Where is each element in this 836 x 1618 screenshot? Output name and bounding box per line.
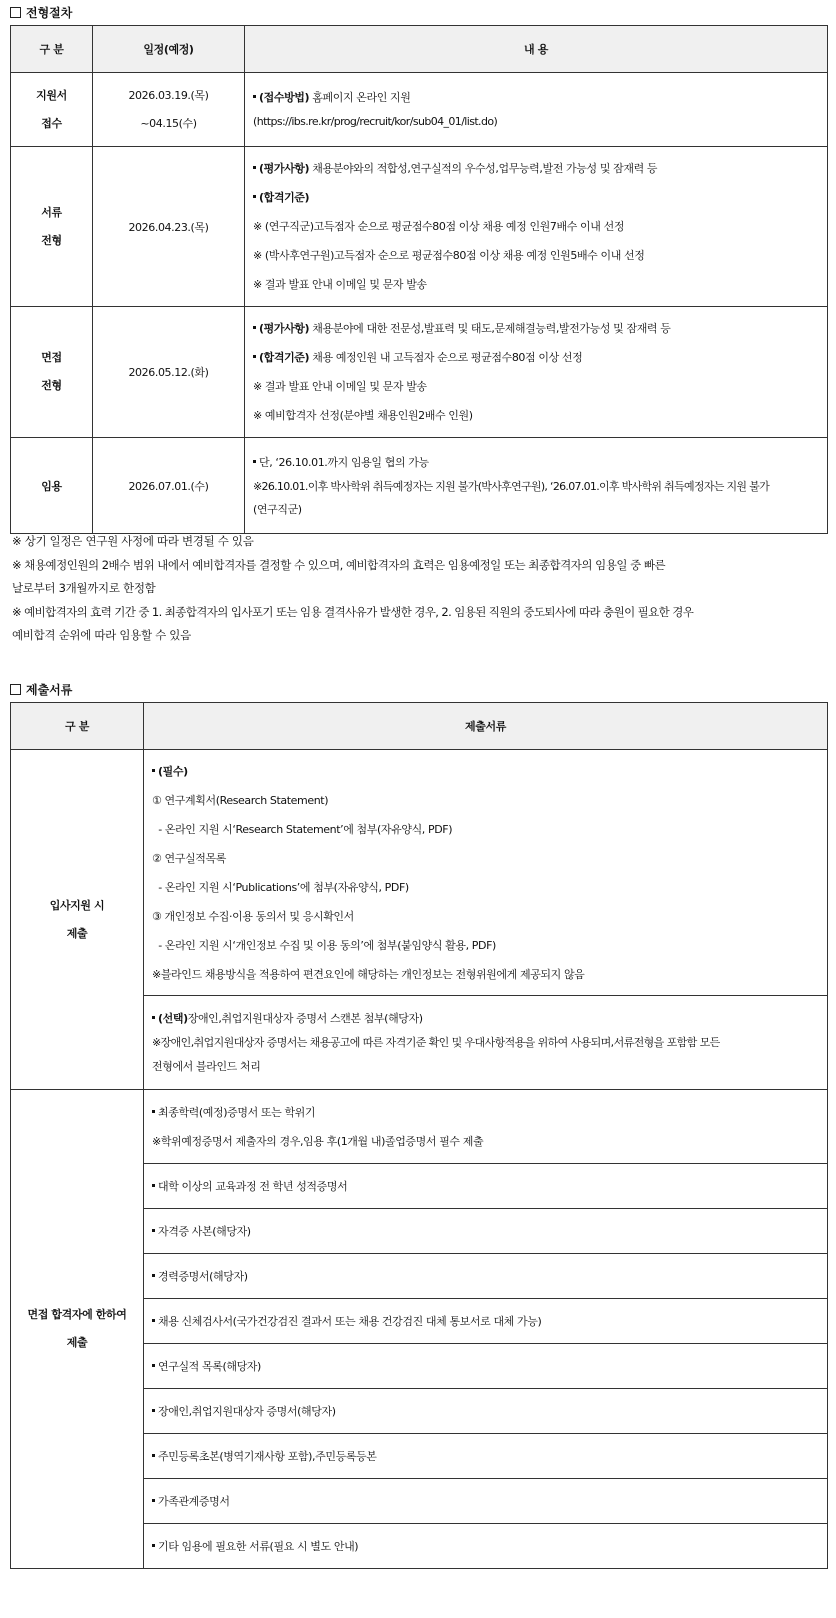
- list-item: ① 연구계획서(Research Statement): [152, 793, 329, 807]
- bullet-icon: [152, 1319, 155, 1322]
- group-label-application: 입사지원 시 제출: [11, 750, 144, 1090]
- list-item: - 온라인 지원 시‘Research Statement’에 첨부(자유양식, PDF): [152, 822, 453, 836]
- note-line: ※ 결과 발표 안내 이메일 및 문자 발송: [253, 380, 427, 393]
- note-line: (연구직군): [253, 502, 302, 516]
- bullet-icon: [253, 166, 256, 169]
- row-date: 2026.03.19.(목) ~04.15(수): [93, 73, 245, 147]
- bullet-icon: [253, 95, 256, 98]
- section-title-procedure: 전형절차: [10, 4, 72, 21]
- note-line: ※ 상기 일정은 연구원 사정에 따라 변경될 수 있음: [12, 534, 254, 548]
- list-item: - 온라인 지원 시‘개인정보 수집 및 이용 동의’에 첨부(붙임양식 활용, PDF): [152, 938, 496, 952]
- list-item: ② 연구실적목록: [152, 851, 226, 865]
- table-row-apply: [11, 73, 828, 147]
- bullet-icon: [152, 1409, 155, 1412]
- row-date: 2026.07.01.(수): [93, 438, 245, 534]
- table-header-row: [11, 703, 828, 750]
- list-item: (합격기준): [253, 183, 819, 212]
- list-item: (합격기준) 채용 예정인원 내 고득점자 순으로 평균점수80점 이상 선정: [253, 343, 819, 372]
- table-row-interview: [11, 307, 828, 438]
- list-item: (평가사항) 채용분야에 대한 전문성,발표력 및 태도,문제해결능력,발전가능성 및 잠재력 등: [253, 314, 819, 343]
- list-item: 장애인,취업지원대상자 증명서(해당자): [144, 1389, 828, 1434]
- table-row: [11, 1090, 828, 1164]
- table-header-row: [11, 26, 828, 73]
- note-line: ※ (박사후연구원)고득점자 순으로 평균점수80점 이상 채용 예정 인원5배수 이내 선정: [253, 249, 645, 262]
- list-item: 연구실적 목록(해당자): [144, 1344, 828, 1389]
- row-date: 2026.05.12.(화): [93, 307, 245, 438]
- list-item: ③ 개인정보 수집·이용 동의서 및 응시확인서: [152, 909, 354, 923]
- checkbox-square-icon: [10, 684, 21, 695]
- bullet-icon: [152, 1110, 155, 1113]
- list-item: 가족관계증명서: [144, 1479, 828, 1524]
- bullet-icon: [152, 1274, 155, 1277]
- list-item: 자격증 사본(해당자): [144, 1209, 828, 1254]
- bullet-icon: [152, 1364, 155, 1367]
- row-content: [245, 438, 828, 534]
- note-line: 전형에서 블라인드 처리: [152, 1059, 261, 1073]
- row-label: 면접 전형: [11, 307, 93, 438]
- note-line: ※ 예비합격자의 효력 기간 중 1. 최종합격자의 입사포기 또는 임용 결격사유가 발생한 경우, 2. 임용된 직원의 중도퇴사에 따라 충원이 필요한 경우: [12, 604, 694, 619]
- row-date: 2026.04.23.(목): [93, 147, 245, 307]
- header-documents: 제출서류: [144, 703, 828, 750]
- list-item: 채용 신체검사서(국가건강검진 결과서 또는 채용 건강검진 대체 통보서로 대체 가능): [144, 1299, 828, 1344]
- optional-documents: [144, 996, 828, 1090]
- bullet-icon: [152, 1454, 155, 1457]
- row-label: 임용: [11, 438, 93, 534]
- note-line: ※ 채용예정인원의 2배수 범위 내에서 예비합격자를 결정할 수 있으며, 예비합격자의 효력은 임용예정일 또는 최종합격자의 임용일 중 빠른: [12, 557, 666, 572]
- header-category: 구 분: [11, 703, 144, 750]
- list-item: (평가사항) 채용분야와의 적합성,연구실적의 우수성,업무능력,발전 가능성 및 잠재력 등: [253, 154, 819, 183]
- list-item: (접수방법) 홈페이지 온라인 지원: [253, 86, 819, 110]
- row-content: [245, 147, 828, 307]
- row-content: [245, 73, 828, 147]
- table-row-required: [11, 750, 828, 996]
- checkbox-square-icon: [10, 7, 21, 18]
- bullet-icon: [152, 1499, 155, 1502]
- list-item: - 온라인 지원 시‘Publications’에 첨부(자유양식, PDF): [152, 880, 409, 894]
- note-line: ※ (연구직군)고득점자 순으로 평균점수80점 이상 채용 예정 인원7배수 이내 선정: [253, 220, 625, 233]
- table-row-document: [11, 147, 828, 307]
- row-label: 지원서 접수: [11, 73, 93, 147]
- header-content: 내 용: [245, 26, 828, 73]
- bullet-icon: [253, 460, 256, 463]
- note-line: ※학위예정증명서 제출자의 경우,임용 후(1개월 내)졸업증명서 필수 제출: [152, 1134, 484, 1148]
- list-item: 경력증명서(해당자): [144, 1254, 828, 1299]
- list-item: 주민등록초본(병역기재사항 포함),주민등록등본: [144, 1434, 828, 1479]
- note-line: 날로부터 3개월까지로 한정함: [12, 581, 156, 595]
- bullet-icon: [152, 1544, 155, 1547]
- apply-url-link[interactable]: (https://ibs.re.kr/prog/recruit/kor/sub04_01/list.do): [253, 114, 498, 128]
- list-item: (선택)장애인,취업지원대상자 증명서 스캔본 첨부(해당자): [152, 1007, 819, 1031]
- header-category: 구 분: [11, 26, 93, 73]
- bullet-icon: [152, 1016, 155, 1019]
- bullet-icon: [253, 355, 256, 358]
- required-documents: [144, 750, 828, 996]
- note-line: ※블라인드 채용방식을 적용하여 편견요인에 해당하는 개인정보는 전형위원에게 제공되지 않음: [152, 967, 585, 981]
- row-content: [245, 307, 828, 438]
- row-label: 서류 전형: [11, 147, 93, 307]
- procedure-table: [10, 25, 828, 534]
- bullet-icon: [152, 769, 155, 772]
- bullet-icon: [253, 326, 256, 329]
- note-line: 예비합격 순위에 따라 임용할 수 있음: [12, 628, 191, 642]
- group-label-interview: 면접 합격자에 한하여 제출: [11, 1090, 144, 1569]
- note-line: ※장애인,취업지원대상자 증명서는 채용공고에 따른 자격기준 확인 및 우대사항적용을 위하여 사용되며,서류전형을 포함함 모든: [152, 1035, 720, 1049]
- list-item: 최종학력(예정)증명서 또는 학위기 ※학위예정증명서 제출자의 경우,임용 후(1개월 내)졸업증명서 필수 제출: [144, 1090, 828, 1164]
- note-line: ※ 결과 발표 안내 이메일 및 문자 발송: [253, 278, 427, 291]
- procedure-notes: [12, 530, 693, 648]
- bullet-icon: [152, 1184, 155, 1187]
- list-item: 단, ‘26.10.01.까지 임용일 협의 가능: [253, 451, 819, 475]
- list-item: 대학 이상의 교육과정 전 학년 성적증명서: [144, 1164, 828, 1209]
- list-item: 기타 임용에 필요한 서류(필요 시 별도 안내): [144, 1524, 828, 1569]
- header-schedule: 일정(예정): [93, 26, 245, 73]
- note-line: ※26.10.01.이후 박사학위 취득예정자는 지원 불가(박사후연구원), ‘26.07.01.이후 박사학위 취득예정자는 지원 불가: [253, 479, 770, 493]
- note-line: ※ 예비합격자 선정(분야별 채용인원2배수 인원): [253, 409, 473, 422]
- bullet-icon: [152, 1229, 155, 1232]
- table-row-hire: [11, 438, 828, 534]
- section-title-documents: 제출서류: [10, 681, 72, 698]
- documents-table: [10, 702, 828, 1569]
- bullet-icon: [253, 195, 256, 198]
- list-item: (필수): [152, 757, 819, 786]
